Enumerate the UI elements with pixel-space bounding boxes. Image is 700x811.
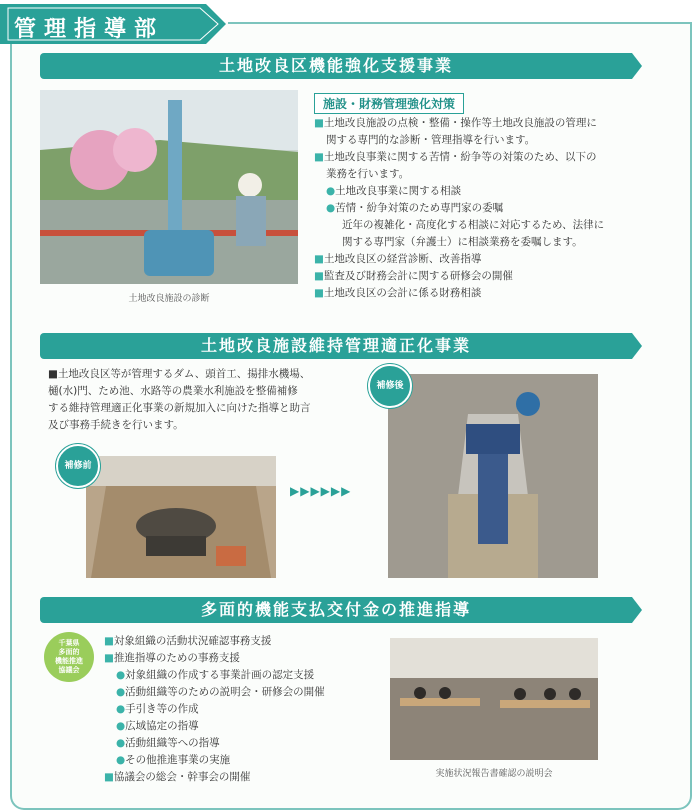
square-bullet-icon: ■ bbox=[314, 253, 324, 265]
list-item: ■土地改良区の経営診断、改善指導 bbox=[314, 253, 482, 265]
before-repair-badge: 補修前 bbox=[56, 444, 100, 488]
list-item: ■監査及び財務会計に関する研修会の開催 bbox=[314, 270, 513, 282]
section1-list bbox=[314, 115, 674, 302]
section2-line: 樋(水)門、ため池、水路等の農業水利施設を整備補修 bbox=[48, 385, 298, 397]
dot-bullet-icon: ● bbox=[326, 185, 336, 197]
section2-banner bbox=[40, 333, 632, 359]
briefing-session-caption: 実施状況報告書確認の説明会 bbox=[435, 769, 553, 779]
list-item: ●手引き等の作成 bbox=[116, 703, 199, 715]
briefing-session-photo bbox=[390, 638, 598, 760]
dot-bullet-icon: ● bbox=[116, 703, 126, 715]
section2-line: ■土地改良区等が管理するダム、頭首工、揚排水機場、 bbox=[48, 368, 311, 380]
square-bullet-icon: ■ bbox=[314, 151, 324, 163]
dot-bullet-icon: ● bbox=[116, 720, 126, 732]
dot-bullet-icon: ● bbox=[116, 737, 126, 749]
section1-subhead: 施設・財務管理強化対策 bbox=[314, 93, 464, 114]
after-repair-illustration bbox=[388, 374, 598, 578]
facility-diagnosis-illustration bbox=[40, 90, 298, 284]
list-item: ●苦情・紛争対策のため専門家の委嘱 bbox=[326, 202, 504, 214]
facility-diagnosis-photo bbox=[40, 90, 298, 284]
square-bullet-icon: ■ bbox=[104, 771, 114, 783]
square-bullet-icon: ■ bbox=[314, 270, 324, 282]
section2-line: 及び事務手続きを行います。 bbox=[48, 419, 184, 431]
council-logo: 千葉県 多面的 機能推進 協議会 bbox=[44, 632, 94, 682]
list-item: 関する専門家（弁護士）に相談業務を委嘱します。 bbox=[342, 236, 583, 248]
after-repair-badge: 補修後 bbox=[368, 364, 412, 408]
section1-title: 土地改良区機能強化支援事業 bbox=[218, 56, 453, 75]
after-repair-photo bbox=[388, 374, 598, 578]
list-item: ■土地改良事業に関する苦情・紛争等の対策のため、以下の bbox=[314, 151, 597, 163]
department-tab bbox=[0, 4, 228, 44]
square-bullet-icon: ■ bbox=[104, 652, 114, 664]
facility-diagnosis-caption: 土地改良施設の診断 bbox=[128, 294, 210, 304]
list-item: ●土地改良事業に関する相談 bbox=[326, 185, 462, 197]
list-item: ■土地改良区の会計に係る財務相談 bbox=[314, 287, 482, 299]
progress-arrows: ▶▶▶▶▶▶ bbox=[290, 484, 352, 498]
square-bullet-icon: ■ bbox=[104, 635, 114, 647]
list-item: ●その他推進事業の実施 bbox=[116, 754, 231, 766]
dot-bullet-icon: ● bbox=[326, 202, 336, 214]
list-item: 近年の複雑化・高度化する相談に対応するため、法律に bbox=[342, 219, 605, 231]
section3-title: 多面的機能支払交付金の推進指導 bbox=[200, 600, 471, 619]
section2-paragraph bbox=[48, 366, 368, 434]
list-item: ●活動組織等への指導 bbox=[116, 737, 220, 749]
square-bullet-icon: ■ bbox=[314, 117, 324, 129]
department-title: 管理指導部 bbox=[14, 17, 165, 42]
list-item: 関する専門的な診断・管理指導を行います。 bbox=[326, 134, 536, 146]
list-item: ■推進指導のための事務支援 bbox=[104, 652, 240, 664]
list-item: ■土地改良施設の点検・整備・操作等土地改良施設の管理に bbox=[314, 117, 597, 129]
list-item: ●広域協定の指導 bbox=[116, 720, 199, 732]
square-bullet-icon: ■ bbox=[314, 287, 324, 299]
list-item: ■協議会の総会・幹事会の開催 bbox=[104, 771, 251, 783]
top-rule bbox=[228, 22, 690, 24]
section3-banner bbox=[40, 597, 632, 623]
dot-bullet-icon: ● bbox=[116, 669, 126, 681]
dot-bullet-icon: ● bbox=[116, 686, 126, 698]
before-repair-illustration bbox=[86, 456, 276, 578]
list-item: ■対象組織の活動状況確認事務支援 bbox=[104, 635, 272, 647]
before-repair-photo bbox=[86, 456, 276, 578]
section2-line: する維持管理適正化事業の新規加入に向けた指導と助言 bbox=[48, 402, 311, 414]
list-item: ●活動組織等のための説明会・研修会の開催 bbox=[116, 686, 325, 698]
briefing-session-illustration bbox=[390, 638, 598, 760]
section1-banner bbox=[40, 53, 632, 79]
dot-bullet-icon: ● bbox=[116, 754, 126, 766]
section2-title: 土地改良施設維持管理適正化事業 bbox=[200, 336, 471, 355]
section3-list bbox=[104, 633, 384, 786]
list-item: ●対象組織の作成する事業計画の認定支援 bbox=[116, 669, 315, 681]
list-item: 業務を行います。 bbox=[326, 168, 410, 180]
